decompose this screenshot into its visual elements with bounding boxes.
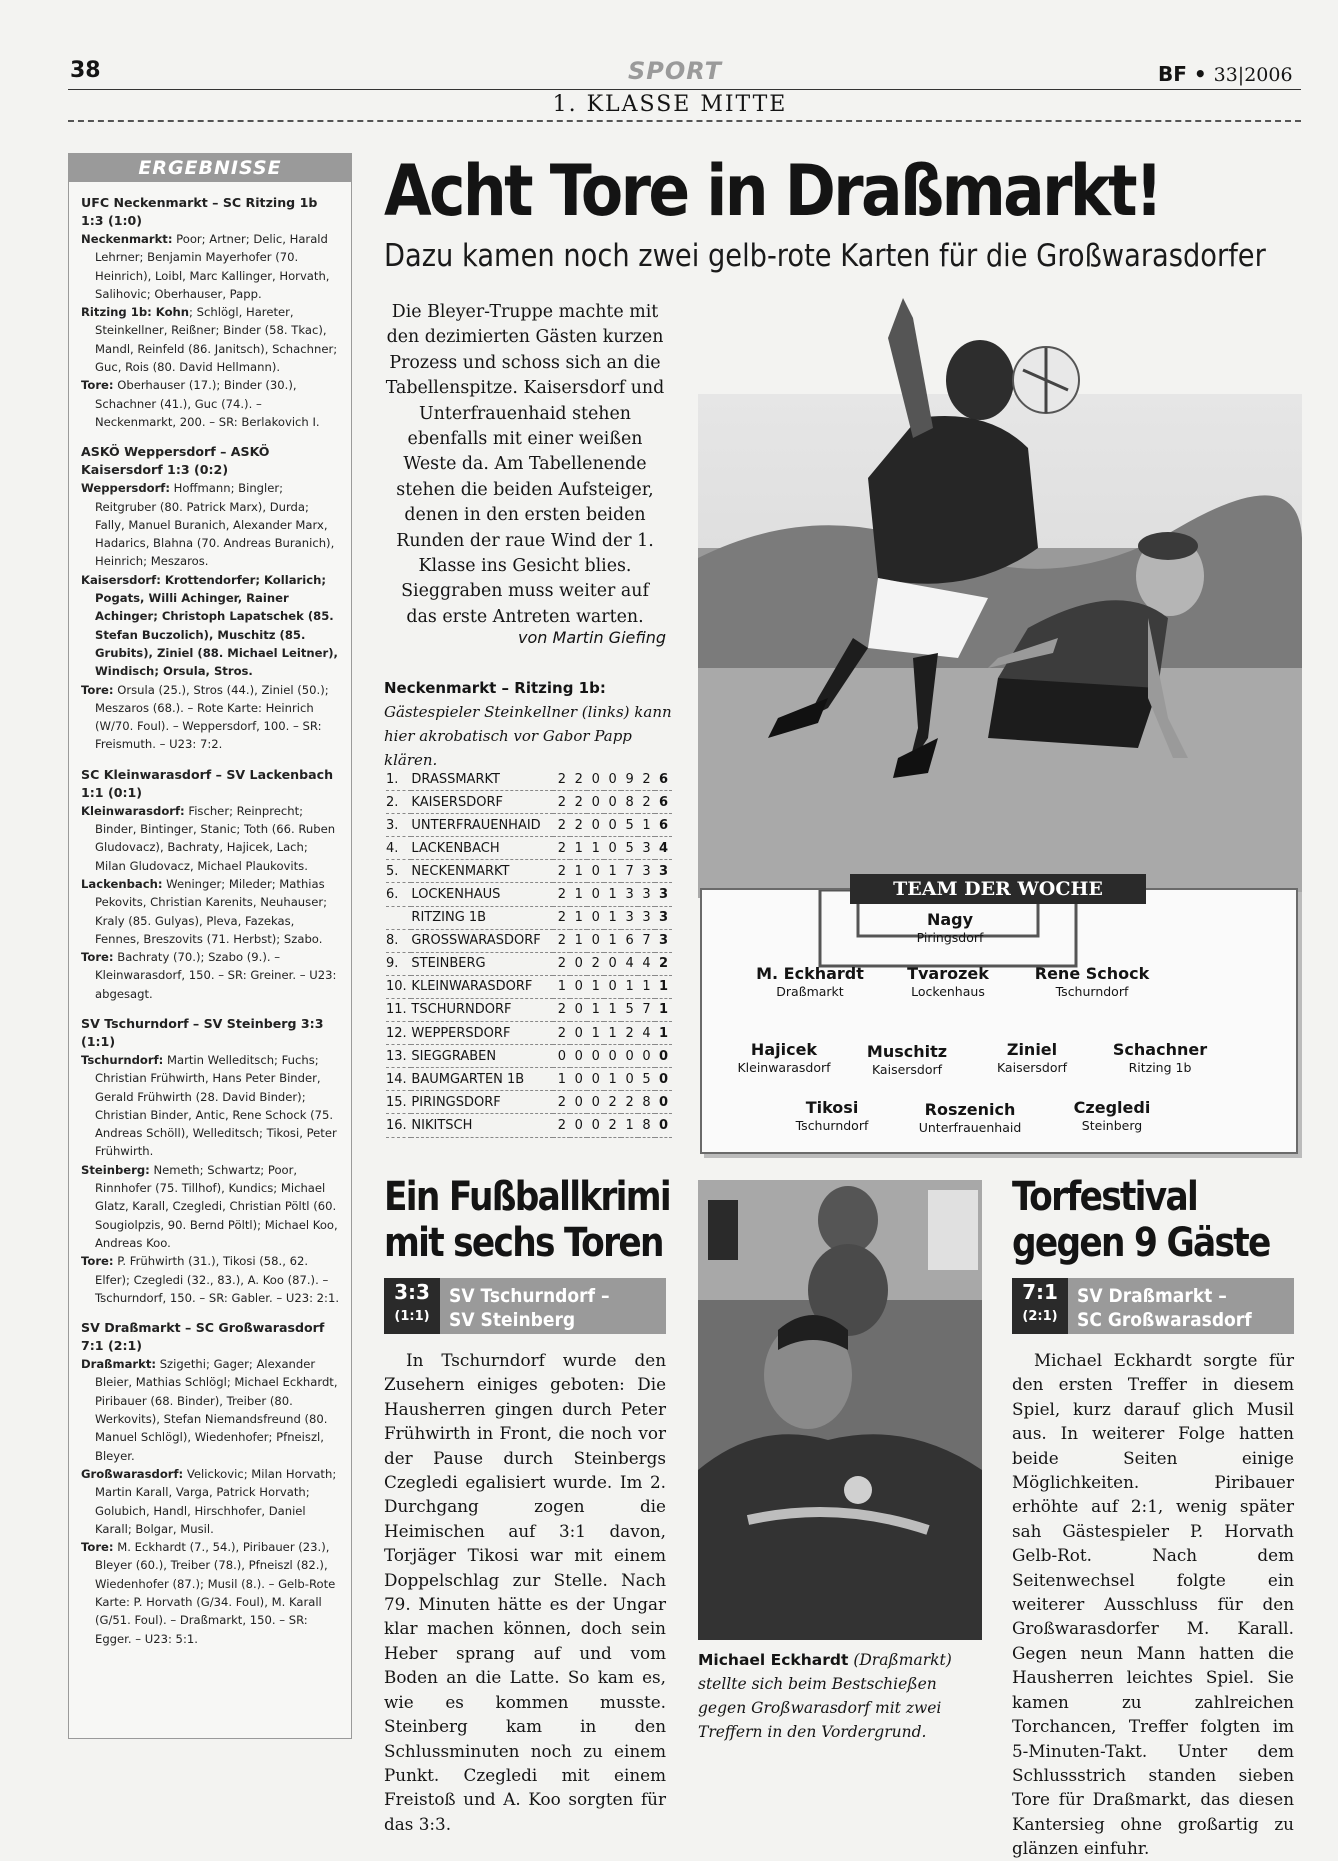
table-team: LOCKENHAUS	[411, 883, 553, 906]
table-stat: 2	[553, 998, 570, 1021]
article-body: Michael Eckhardt sorgte für den ersten Treffer in diesem Spiel, kurz darauf glich Musil aus. In weiterer Folge hatten beide Seiten einige Möglichkeiten. Piribauer erhöhte auf 2:1, wenig später sah Gästespieler P. Horvath Gelb-Rot. Nach dem Seitenwechsel folgte ein weiterer Ausschluss für den Großwarasdorfer M. Karall. Gegen neun Mann hatten die Hausherren leichtes Spiel. Sie kamen zu zahlreichen Torchancen, Treffer folgten im 5-Minuten-Takt. Unter dem Schlussstrich standen sieben Tore für Draßmarkt, das diesen Kantersieg ohne großartig zu glänzen einfuhr.	[1012, 1350, 1294, 1859]
article-tschurndorf	[384, 1174, 684, 1836]
result-match-title: ASKÖ Weppersdorf – ASKÖ Kaisersdorf 1:3 (0:2)	[81, 444, 270, 478]
table-stat: 5	[621, 998, 638, 1021]
result-match-title: SV Tschurndorf – SV Steinberg 3:3 (1:1)	[81, 1015, 324, 1049]
player-name: Rene Schock	[1034, 964, 1150, 983]
score-bar	[1012, 1278, 1294, 1334]
table-rank	[386, 906, 411, 929]
header-rule	[68, 89, 1301, 90]
table-row	[386, 791, 672, 814]
final-score: 3:3	[394, 1280, 430, 1304]
table-team: WEPPERSDORF	[411, 1022, 553, 1045]
team-of-week-title: TEAM DER WOCHE	[850, 874, 1146, 904]
table-stat: 9	[621, 768, 638, 791]
table-team: SIEGGRABEN	[411, 1045, 553, 1068]
player-name: Hajicek	[750, 1040, 818, 1059]
teams-line2: SC Großwarasdorf	[1077, 1309, 1252, 1331]
results-list	[69, 194, 351, 1648]
table-stat: 0	[587, 860, 604, 883]
result-line-label: Tore:	[81, 1254, 114, 1269]
player-club: Unterfrauenhaid	[918, 1120, 1022, 1135]
table-stat: 1	[604, 883, 621, 906]
halftime-score: (1:1)	[394, 1309, 430, 1324]
player-club: Ritzing 1b	[1128, 1060, 1192, 1075]
player-club: Kaisersdorf	[996, 1060, 1068, 1075]
caption-player-club: (Draßmarkt)	[853, 1651, 952, 1669]
result-line	[81, 1355, 341, 1465]
table-stat: 0	[621, 1068, 638, 1091]
section-label: SPORT	[627, 57, 723, 85]
table-stat: 1	[570, 860, 587, 883]
table-stat: 0	[570, 975, 587, 998]
table-row	[386, 998, 672, 1021]
table-rank: 4.	[386, 837, 411, 860]
team-player	[870, 910, 1030, 946]
table-stat: 1	[587, 837, 604, 860]
table-stat: 2	[604, 1091, 621, 1114]
table-stat: 8	[638, 1091, 655, 1114]
table-stat: 0	[604, 837, 621, 860]
table-stat: 7	[638, 998, 655, 1021]
table-stat: 5	[638, 1068, 655, 1091]
result-line	[81, 479, 341, 570]
table-stat: 0	[587, 791, 604, 814]
player-name: Roszenich	[924, 1100, 1016, 1119]
table-stat: 1	[553, 1068, 570, 1091]
table-stat: 0	[587, 883, 604, 906]
table-stat: 1	[621, 975, 638, 998]
table-stat: 2	[553, 768, 570, 791]
table-stat: 2	[553, 1022, 570, 1045]
table-stat: 0	[604, 975, 621, 998]
player-photo	[698, 1180, 982, 1640]
issue-number: 33|2006	[1213, 64, 1293, 86]
table-stat: 1	[604, 1022, 621, 1045]
table-stat: 0	[587, 814, 604, 837]
result-line-text: Poor; Artner; Delic, Harald Lehrner; Benjamin Mayerhofer (70. Heinrich), Loibl, Marc Kallinger, Horvath, Salihovic; Oberhauser, Papp.	[95, 232, 330, 301]
table-team: UNTERFRAUENHAID	[411, 814, 553, 837]
results-box	[68, 153, 352, 1739]
caption-match: Neckenmarkt – Ritzing 1b:	[384, 679, 606, 697]
table-stat: 5	[621, 837, 638, 860]
table-stat: 0	[604, 768, 621, 791]
table-stat: 2	[570, 814, 587, 837]
match-teams	[1068, 1278, 1252, 1334]
team-player	[868, 964, 1028, 1000]
table-rank: 14.	[386, 1068, 411, 1091]
table-stat: 6	[621, 929, 638, 952]
team-player	[730, 964, 890, 1000]
player-club: Kaisersdorf	[871, 1062, 943, 1077]
table-stat: 1	[621, 1114, 638, 1137]
table-stat: 3	[638, 906, 655, 929]
table-stat: 0	[587, 1091, 604, 1114]
table-points: 1	[655, 975, 672, 998]
table-stat: 1	[638, 814, 655, 837]
masthead-brand: BF • 33|2006	[1158, 62, 1293, 86]
player-club: Kleinwarasdorf	[737, 1060, 831, 1075]
table-rank: 2.	[386, 791, 411, 814]
table-points: 0	[655, 1068, 672, 1091]
result-line-text: Szigethi; Gager; Alexander Bleier, Mathias Schlögl; Michael Eckhardt, Piribauer (68. Binder), Treiber (80. Werkovits), Stefan Niemandsfreund (80. Manuel Schlögl), Wiedenhofer; Pfneiszl, Bleyer.	[95, 1357, 338, 1463]
table-stat: 1	[587, 998, 604, 1021]
table-points: 3	[655, 883, 672, 906]
player-photo-caption	[698, 1648, 982, 1744]
headline: Acht Tore in Draßmarkt!	[384, 150, 1161, 232]
result-line	[81, 1051, 341, 1161]
caption-player-text: stellte sich beim Bestschießen gegen Großwarasdorf mit zwei Treffern in den Vordergrund.	[698, 1675, 942, 1741]
table-points: 0	[655, 1091, 672, 1114]
table-stat: 2	[553, 929, 570, 952]
table-stat: 3	[638, 837, 655, 860]
player-name: Czegledi	[1073, 1098, 1151, 1117]
table-team: KLEINWARASDORF	[411, 975, 553, 998]
table-row	[386, 860, 672, 883]
table-stat: 8	[638, 1114, 655, 1137]
table-stat: 1	[587, 1022, 604, 1045]
result-match-title: SV Draßmarkt – SC Großwarasdorf 7:1 (2:1)	[81, 1320, 325, 1354]
result-line	[81, 1538, 341, 1648]
result-line	[81, 681, 341, 754]
table-row	[386, 768, 672, 791]
table-points: 0	[655, 1045, 672, 1068]
table-row	[386, 1068, 672, 1091]
caption-player-name: Michael Eckhardt	[698, 1651, 849, 1669]
table-points: 6	[655, 791, 672, 814]
table-stat: 2	[553, 860, 570, 883]
table-points: 1	[655, 1022, 672, 1045]
table-stat: 1	[604, 1068, 621, 1091]
table-stat: 0	[570, 1068, 587, 1091]
article-body: In Tschurndorf wurde den Zusehern einiges geboten: Die Hausherren gingen durch Peter Frühwirth in Front, die noch vor der Pause durch Steinbergs Czegledi egalisiert wurde. Im 2. Durchgang zogen die Heimischen auf 3:1 davon, Torjäger Tikosi war mit einem Doppelschlag zur Stelle. Nach 79. Minuten hätte es der Ungar klar machen können, doch sein Heber sprang auf und vom Boden an die Latte. So kam es, wie es kommen musste. Steinberg kam in den Schlussminuten noch zu einem Punkt. Czegledi mit einem Freistoß und A. Koo sorgten für das 3:3.	[384, 1350, 666, 1834]
table-team: NECKENMARKT	[411, 860, 553, 883]
result-line-label: Lackenbach:	[81, 876, 163, 891]
table-stat: 1	[570, 906, 587, 929]
result-line-text: M. Eckhardt (7., 54.), Piribauer (23.), Bleyer (60.), Treiber (78.), Pfneiszl (82.), Wiedenhofer (87.); Musil (8.). – Gelb-Rote Karte: P. Horvath (G/34. Foul), M. Karall (G/51. Foul). – Draßmarkt, 150. – SR: Egger. – U23: 5:1.	[95, 1540, 336, 1646]
table-row	[386, 1114, 672, 1137]
table-row	[386, 906, 672, 929]
table-stat: 0	[587, 929, 604, 952]
score-bar	[384, 1278, 666, 1334]
table-stat: 0	[570, 1114, 587, 1137]
table-stat: 0	[570, 952, 587, 975]
teams-line1: SV Draßmarkt –	[1077, 1285, 1227, 1307]
table-rank: 15.	[386, 1091, 411, 1114]
match-photo-image	[698, 298, 1302, 898]
article-title-line2: gegen 9 Gäste	[1012, 1220, 1270, 1266]
intro-text: Die Bleyer-Truppe machte mit den dezimierten Gästen kurzen Prozess und schoss sich an die Tabellenspitze. Kaisersdorf und Unterfrauenhaid stehen ebenfalls mit einer weißen Weste da. Am Tabellenende stehen die beiden Aufsteiger, denen in den ersten beiden Runden der raue Wind der 1. Klasse ins Gesicht blies. Sieggraben muss weiter auf das erste Antreten warten.	[385, 302, 665, 627]
result-line	[81, 376, 341, 431]
player-name: Nagy	[926, 910, 974, 929]
table-team: TSCHURNDORF	[411, 998, 553, 1021]
table-stat: 2	[587, 952, 604, 975]
table-row	[386, 975, 672, 998]
table-stat: 2	[553, 1091, 570, 1114]
team-player	[890, 1100, 1050, 1136]
dashed-divider	[68, 120, 1301, 122]
table-stat: 3	[621, 906, 638, 929]
team-of-week-box	[700, 888, 1298, 1154]
match-teams	[440, 1278, 610, 1334]
result-line-text: Bachraty (70.); Szabo (9.). – Kleinwarasdorf, 150. – SR: Greiner. – U23: abgesagt.	[95, 950, 337, 1001]
result-line	[81, 1465, 341, 1538]
table-stat: 4	[638, 1022, 655, 1045]
table-stat: 0	[587, 906, 604, 929]
table-stat: 0	[553, 1045, 570, 1068]
result-line-label: Tore:	[81, 682, 114, 697]
table-points: 6	[655, 768, 672, 791]
result-line-label: Kaisersdorf: Krottendorfer; Kollarich; Pogats, Willi Achinger, Rainer Achinger; Christoph Lapatschek (85. Stefan Buczolich), Muschitz (85. Grubits), Ziniel (88. Michael Leitner), Windisch; Orsula, Stros.	[81, 572, 338, 679]
team-player	[1080, 1040, 1240, 1076]
table-stat: 2	[621, 1022, 638, 1045]
caption-text: Gästespieler Steinkellner (links) kann hier akrobatisch vor Gabor Papp klären.	[384, 703, 672, 769]
player-club: Tschurndorf	[795, 1118, 869, 1133]
player-name: Tikosi	[805, 1098, 859, 1117]
result-line	[81, 1252, 341, 1307]
result-line-text: Orsula (25.), Stros (44.), Ziniel (50.); Meszaros (68.). – Rote Karte: Heinrich (W/70. Foul). – Weppersdorf, 100. – SR: Freismuth. – U23: 7:2.	[95, 682, 329, 752]
table-stat: 2	[621, 1091, 638, 1114]
table-points: 2	[655, 952, 672, 975]
table-stat: 7	[621, 860, 638, 883]
table-stat: 2	[638, 791, 655, 814]
table-stat: 0	[570, 998, 587, 1021]
article-title-line1: Ein Fußballkrimi	[384, 1174, 670, 1220]
table-team: KAISERSDORF	[411, 791, 553, 814]
table-points: 1	[655, 998, 672, 1021]
result-line-text: ; Schlögl, Hareter, Steinkellner, Reißner; Binder (58. Tkac), Mandl, Reinfeld (86. Janitsch), Schachner; Guc, Rois (80. David Hellmann).	[95, 305, 338, 375]
table-row	[386, 814, 672, 837]
table-rank: 5.	[386, 860, 411, 883]
table-stat: 2	[553, 1114, 570, 1137]
table-stat: 0	[587, 1068, 604, 1091]
table-rank: 10.	[386, 975, 411, 998]
table-stat: 0	[638, 1045, 655, 1068]
table-stat: 2	[638, 768, 655, 791]
author-prefix: von	[518, 628, 548, 647]
author-line	[384, 628, 666, 647]
table-stat: 7	[638, 929, 655, 952]
table-rank: 8.	[386, 929, 411, 952]
table-stat: 0	[587, 768, 604, 791]
result-line-label: Großwarasdorf:	[81, 1466, 184, 1481]
table-stat: 4	[621, 952, 638, 975]
result-line-label: Steinberg:	[81, 1162, 150, 1177]
table-stat: 2	[553, 906, 570, 929]
table-stat: 3	[638, 883, 655, 906]
result-line	[81, 1161, 341, 1252]
page-number: 38	[70, 58, 101, 83]
table-stat: 2	[553, 837, 570, 860]
match-photo	[698, 298, 1302, 898]
photo-caption	[384, 676, 682, 772]
subheadline: Dazu kamen noch zwei gelb-rote Karten für die Großwarasdorfer	[384, 238, 1266, 274]
final-score: 7:1	[1022, 1280, 1058, 1304]
result-line	[81, 875, 341, 948]
table-stat: 2	[570, 768, 587, 791]
table-points: 4	[655, 837, 672, 860]
table-team: GROSSWARASDORF	[411, 929, 553, 952]
result-line-label: Neckenmarkt:	[81, 232, 173, 246]
table-stat: 0	[604, 791, 621, 814]
table-team: BAUMGARTEN 1B	[411, 1068, 553, 1091]
standings-table	[386, 768, 672, 1138]
result-line	[81, 802, 341, 875]
brand-name: BF	[1158, 62, 1187, 86]
table-stat: 1	[638, 975, 655, 998]
results-title: ERGEBNISSE	[69, 154, 351, 182]
table-points: 3	[655, 860, 672, 883]
table-stat: 1	[570, 883, 587, 906]
table-team: LACKENBACH	[411, 837, 553, 860]
result-line-text: Nemeth; Schwartz; Poor, Rinnhofer (75. Tillhof), Kundics; Michael Glatz, Karall, Czegledi, Christian Pöltl (60. Sougiolpzis, 90. Bernd Pöltl); Michael Koo, Andreas Koo.	[95, 1162, 338, 1250]
teams-line1: SV Tschurndorf –	[449, 1285, 610, 1307]
result-line-text: P. Frühwirth (31.), Tikosi (58., 62. Elfer); Czegledi (32., 83.), A. Koo (87.). – Tschurndorf, 150. – SR: Gabler. – U23: 2:1.	[95, 1254, 340, 1305]
table-team: STEINBERG	[411, 952, 553, 975]
result-line	[81, 571, 341, 681]
player-club: Piringsdorf	[916, 930, 984, 945]
result-line-text: Oberhauser (17.); Binder (30.), Schachner (41.), Guc (74.). – Neckenmarkt, 200. – SR: Berlakovich I.	[95, 378, 320, 429]
player-name: Tvarozek	[907, 964, 989, 983]
table-rank: 9.	[386, 952, 411, 975]
table-row	[386, 1045, 672, 1068]
table-points: 3	[655, 929, 672, 952]
table-stat: 0	[604, 814, 621, 837]
table-rank: 13.	[386, 1045, 411, 1068]
author-name: Martin Giefing	[552, 628, 666, 647]
table-stat: 1	[604, 860, 621, 883]
table-row	[386, 883, 672, 906]
player-name: Ziniel	[1006, 1040, 1058, 1059]
player-photo-image	[698, 1180, 982, 1640]
score-box	[1012, 1278, 1068, 1334]
table-row	[386, 837, 672, 860]
result-line-label: Ritzing 1b: Kohn	[81, 305, 190, 320]
team-player	[1032, 1098, 1192, 1134]
teams-line2: SV Steinberg	[449, 1309, 576, 1331]
table-rank: 11.	[386, 998, 411, 1021]
table-stat: 2	[604, 1114, 621, 1137]
league-title: 1. KLASSE MITTE	[552, 92, 788, 117]
player-club: Steinberg	[1081, 1118, 1143, 1133]
table-stat: 1	[570, 837, 587, 860]
table-stat: 3	[621, 883, 638, 906]
result-match-title: SC Kleinwarasdorf – SV Lackenbach 1:1 (0:1)	[81, 766, 334, 800]
result-line-text: Velickovic; Milan Horvath; Martin Karall, Varga, Patrick Horvath; Golubich, Handl, Hirschhofer, Daniel Karall; Bolgar, Musil.	[95, 1466, 337, 1536]
result-line-text: Weninger; Mileder; Mathias Pekovits, Christian Karenits, Neuhauser; Kraly (85. Gulyas), Pleva, Fazekas, Fennes, Breszovits (71. Herbst); Szabo.	[95, 876, 327, 946]
table-rank: 1.	[386, 768, 411, 791]
table-stat: 2	[553, 814, 570, 837]
table-stat: 0	[570, 1045, 587, 1068]
table-row	[386, 929, 672, 952]
table-points: 6	[655, 814, 672, 837]
table-stat: 0	[604, 952, 621, 975]
player-name: M. Eckhardt	[756, 964, 864, 983]
team-player	[752, 1098, 912, 1134]
result-line	[81, 230, 341, 303]
result-line-label: Tore:	[81, 1540, 114, 1555]
table-stat: 1	[587, 975, 604, 998]
table-stat: 2	[553, 883, 570, 906]
result-line-text: Hoffmann; Bingler; Reitgruber (80. Patrick Marx), Durda; Fally, Manuel Buranich, Alexander Marx, Hadarics, Blahna (70. Andreas Buranich), Heinrich; Meszaros.	[95, 481, 335, 569]
table-stat: 1	[553, 975, 570, 998]
table-stat: 4	[638, 952, 655, 975]
table-stat: 5	[621, 814, 638, 837]
table-stat: 1	[604, 929, 621, 952]
table-rank: 6.	[386, 883, 411, 906]
table-points: 0	[655, 1114, 672, 1137]
player-name: Muschitz	[866, 1042, 948, 1061]
table-team: PIRINGSDORF	[411, 1091, 553, 1114]
table-stat: 0	[621, 1045, 638, 1068]
result-line-text: Fischer; Reinprecht; Binder, Bintinger, Stanic; Toth (66. Ruben Gludovacz), Bachraty, Hajicek, Lach; Milan Gludovacz, Michael Plaukovits.	[95, 803, 336, 873]
table-team: NIKITSCH	[411, 1114, 553, 1137]
article-drassmarkt	[1012, 1174, 1312, 1861]
result-line-label: Tschurndorf:	[81, 1052, 164, 1067]
result-line-label: Weppersdorf:	[81, 481, 170, 496]
table-rank: 12.	[386, 1022, 411, 1045]
result-line	[81, 948, 341, 1003]
table-stat: 0	[587, 1114, 604, 1137]
player-club: Tschurndorf	[1055, 984, 1129, 999]
player-club: Draßmarkt	[776, 984, 844, 999]
result-line	[81, 303, 341, 376]
table-stat: 0	[570, 1022, 587, 1045]
table-stat: 0	[570, 1091, 587, 1114]
result-line-text: Martin Welleditsch; Fuchs; Christian Frühwirth, Hans Peter Binder, Gerald Frühwirth (28. David Binder); Christian Binder, Antic, Rene Schock (75. Andreas Schöll), Welleditsch; Tikosi, Peter Frühwirth.	[95, 1052, 337, 1159]
table-rank: 16.	[386, 1114, 411, 1137]
table-row	[386, 952, 672, 975]
table-stat: 2	[570, 791, 587, 814]
table-stat: 1	[604, 906, 621, 929]
result-line-label: Draßmarkt:	[81, 1357, 157, 1372]
table-stat: 2	[553, 791, 570, 814]
table-stat: 0	[604, 1045, 621, 1068]
article-title-line2: mit sechs Toren	[384, 1220, 663, 1266]
score-box	[384, 1278, 440, 1334]
table-stat: 0	[587, 1045, 604, 1068]
table-points: 3	[655, 906, 672, 929]
table-row	[386, 1091, 672, 1114]
article-title-line1: Torfestival	[1012, 1174, 1198, 1220]
table-team: DRASSMARKT	[411, 768, 553, 791]
result-line-label: Tore:	[81, 950, 114, 965]
table-stat: 8	[621, 791, 638, 814]
table-stat: 1	[604, 998, 621, 1021]
halftime-score: (2:1)	[1022, 1309, 1058, 1324]
team-player	[1012, 964, 1172, 1000]
table-rank: 3.	[386, 814, 411, 837]
table-team: RITZING 1B	[411, 906, 553, 929]
result-line-label: Kleinwarasdorf:	[81, 803, 185, 818]
player-name: Schachner	[1112, 1040, 1208, 1059]
table-row	[386, 1022, 672, 1045]
table-stat: 1	[570, 929, 587, 952]
result-line-label: Tore:	[81, 378, 114, 393]
player-club: Lockenhaus	[911, 984, 985, 999]
table-stat: 3	[638, 860, 655, 883]
table-stat: 2	[553, 952, 570, 975]
result-match-title: UFC Neckenmarkt – SC Ritzing 1b 1:3 (1:0)	[81, 195, 318, 228]
